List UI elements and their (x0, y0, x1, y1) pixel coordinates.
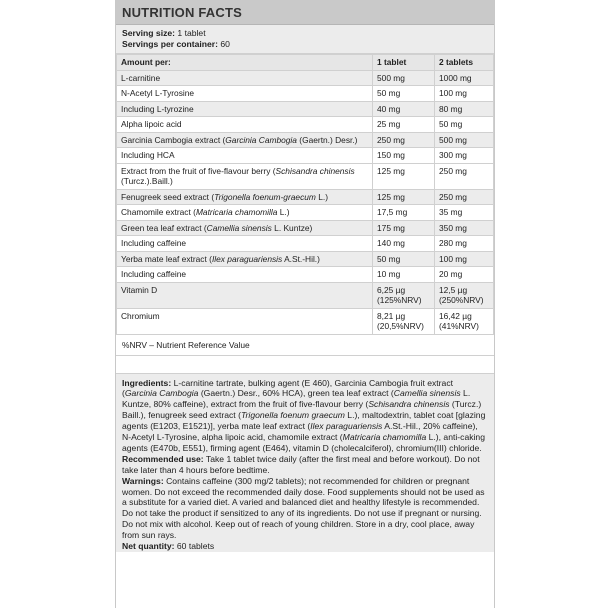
nutrient-name (117, 251, 373, 267)
amount-1-tablet: 140 mg (373, 236, 435, 252)
ingredients-label: Ingredients: (122, 377, 172, 388)
nutrient-name-part: Green tea leaf extract ( (121, 222, 207, 233)
header-1-tablet: 1 tablet (373, 55, 435, 71)
ingredients-text-part: L.), maltodextrin, tablet coat [glazing agents (E1203, E1521)], yerba mate leaf extract ( (122, 410, 486, 432)
botanical-name: Trigonella foenum graecum (240, 410, 345, 421)
warnings-label: Warnings: (122, 475, 164, 486)
nutrient-name: Alpha lipoic acid (117, 117, 373, 133)
amount-1-tablet: 8,21 µg (20,5%NRV) (373, 308, 435, 334)
amount-2-tablets: 16,42 µg (41%NRV) (435, 308, 494, 334)
amount-1-tablet: 150 mg (373, 148, 435, 164)
nutrient-name: L-carnitine (117, 70, 373, 86)
servings-per-container-line (122, 39, 488, 50)
ingredients-text-part: L. Kuntze, 80% caffeine), extract from the fruit of five-flavour berry ( (122, 388, 471, 410)
nutrient-name-part: A.St.-Hil.) (282, 253, 320, 264)
warnings-paragraph (122, 476, 488, 541)
table-row (117, 148, 494, 164)
amount-1-tablet: 500 mg (373, 70, 435, 86)
nutrient-name-part: Fenugreek seed extract ( (121, 191, 215, 202)
table-row (117, 282, 494, 308)
amount-2-tablets: 1000 mg (435, 70, 494, 86)
nutrient-name: Including caffeine (117, 236, 373, 252)
nutrient-name (117, 205, 373, 221)
table-row (117, 86, 494, 102)
page-title: NUTRITION FACTS (122, 5, 242, 20)
nutrition-facts-panel (115, 0, 495, 608)
table-row (117, 205, 494, 221)
nutrient-name-part: Extract from the fruit of five-flavour berry ( (121, 165, 276, 176)
nutrient-name-part: (Gaertn.) Desr.) (296, 134, 358, 145)
table-row (117, 163, 494, 189)
spacer (116, 356, 494, 374)
table-row (117, 70, 494, 86)
product-information (116, 374, 494, 553)
warnings-text: Contains caffeine (300 mg/2 tablets); not recommended for children or pregnant women. Do not exceed the recommended daily dose. Food supplements should not be used as a substitute for a varied diet. A varied and balanced diet and healthy lifestyle is recommended. Do not take the product if sensitized to any of its ingredients. Do not use if pregnant or nursing. Do not mix with alcohol. Keep out of reach of young children. Store in a dry, cool place, away from sun rays. (122, 475, 485, 541)
table-row (117, 117, 494, 133)
amount-1-tablet: 175 mg (373, 220, 435, 236)
botanical-name: Camellia sinensis (393, 388, 461, 399)
servings-per-container-value: 60 (220, 39, 230, 49)
amount-1-tablet: 17,5 mg (373, 205, 435, 221)
amount-1-tablet: 250 mg (373, 132, 435, 148)
botanical-name: Ilex paraguariensis (211, 253, 283, 264)
amount-2-tablets: 500 mg (435, 132, 494, 148)
nutrient-name (117, 132, 373, 148)
nutrient-name: Including L-tyrozine (117, 101, 373, 117)
amount-2-tablets: 250 mg (435, 189, 494, 205)
nutrient-name: Chromium (117, 308, 373, 334)
net-quantity-value: 60 tablets (176, 541, 215, 552)
nutrient-name: Vitamin D (117, 282, 373, 308)
amount-1-tablet: 40 mg (373, 101, 435, 117)
amount-2-tablets: 280 mg (435, 236, 494, 252)
amount-1-tablet: 125 mg (373, 163, 435, 189)
net-quantity-line (122, 541, 488, 552)
serving-size-label: Serving size: (122, 28, 176, 38)
header-amount-per: Amount per: (117, 55, 373, 71)
servings-per-container-label: Servings per container: (122, 39, 218, 49)
nutrient-name: Including caffeine (117, 267, 373, 283)
nutrient-name (117, 189, 373, 205)
botanical-name: Matricaria chamomilla (342, 432, 427, 443)
recommended-use-text: Take 1 tablet twice daily (after the first meal and before workout). Do not take later than 4 hours before bedtime. (122, 453, 480, 475)
table-row (117, 308, 494, 334)
botanical-name: Garcinia Cambogia (124, 388, 199, 399)
amount-2-tablets: 250 mg (435, 163, 494, 189)
ingredients-text (122, 378, 485, 453)
amount-2-tablets: 80 mg (435, 101, 494, 117)
ingredients-text-part: A.St.-Hil., 20% caffeine), N-Acetyl L-Tyrosine, alpha lipoic acid, chamomile extract ( (122, 421, 478, 443)
table-row (117, 236, 494, 252)
recommended-use-paragraph (122, 454, 488, 476)
amount-2-tablets: 12,5 µg (250%NRV) (435, 282, 494, 308)
amount-2-tablets: 350 mg (435, 220, 494, 236)
nutrient-name (117, 163, 373, 189)
botanical-name: Schisandra chinensis (368, 399, 450, 410)
ingredients-text-part: L.), anti-caking agents (E470b, E551), firming agent (E464), vitamin D (cholecalciferol), chromium(III) chloride. (122, 432, 485, 453)
amount-1-tablet: 50 mg (373, 86, 435, 102)
amount-2-tablets: 20 mg (435, 267, 494, 283)
table-row (117, 189, 494, 205)
table-row (117, 251, 494, 267)
net-quantity-label: Net quantity: (122, 541, 175, 552)
nutrient-name-part: Chamomile extract ( (121, 207, 196, 217)
nutrient-name-part: L.) (277, 207, 290, 217)
amount-1-tablet: 25 mg (373, 117, 435, 133)
amount-2-tablets: 50 mg (435, 117, 494, 133)
botanical-name: Matricaria chamomilla (195, 207, 278, 217)
table-row (117, 132, 494, 148)
nutrient-name: Including HCA (117, 148, 373, 164)
botanical-name: Schisandra chinensis (275, 165, 355, 176)
nutrient-name-part: L.) (315, 191, 329, 202)
ingredients-paragraph (122, 378, 488, 454)
title-bar (116, 0, 494, 25)
amount-1-tablet: 6,25 µg (125%NRV) (373, 282, 435, 308)
nrv-note: %NRV – Nutrient Reference Value (116, 335, 494, 356)
amount-2-tablets: 100 mg (435, 251, 494, 267)
botanical-name: Trigonella foenum-graecum (214, 191, 316, 202)
table-row (117, 101, 494, 117)
amount-1-tablet: 50 mg (373, 251, 435, 267)
amount-2-tablets: 300 mg (435, 148, 494, 164)
amount-1-tablet: 125 mg (373, 189, 435, 205)
recommended-use-label: Recommended use: (122, 453, 204, 464)
nutrient-name-part: Yerba mate leaf extract ( (121, 253, 212, 264)
ingredients-text-part: (Gaertn.) Desr., 60% HCA), green tea leaf extract ( (198, 388, 394, 399)
botanical-name: Garcinia Cambogia (225, 134, 297, 145)
botanical-name: Ilex paraguariensis (310, 421, 383, 432)
nutrient-name (117, 220, 373, 236)
amount-1-tablet: 10 mg (373, 267, 435, 283)
serving-size-value: 1 tablet (177, 28, 206, 38)
nutrient-name-part: L. Kuntze) (271, 222, 313, 233)
nutrition-table (116, 54, 494, 335)
nutrient-name-part: Garcinia Cambogia extract ( (121, 134, 226, 145)
amount-2-tablets: 100 mg (435, 86, 494, 102)
amount-2-tablets: 35 mg (435, 205, 494, 221)
serving-size-line (122, 28, 488, 39)
nutrient-name-part: (Turcz.).Baill.) (121, 176, 173, 186)
botanical-name: Camellia sinensis (206, 222, 272, 233)
header-2-tablets: 2 tablets (435, 55, 494, 71)
ingredients-text-part: (Turcz.) Baill.), fenugreek seed extract ( (122, 399, 482, 421)
table-row (117, 220, 494, 236)
ingredients-text-part: L-carnitine tartrate, bulking agent (E 460), Garcinia Cambogia fruit extract ( (122, 377, 454, 399)
table-header-row (117, 55, 494, 71)
table-row (117, 267, 494, 283)
serving-info (116, 25, 494, 54)
nutrient-name: N-Acetyl L-Tyrosine (117, 86, 373, 102)
